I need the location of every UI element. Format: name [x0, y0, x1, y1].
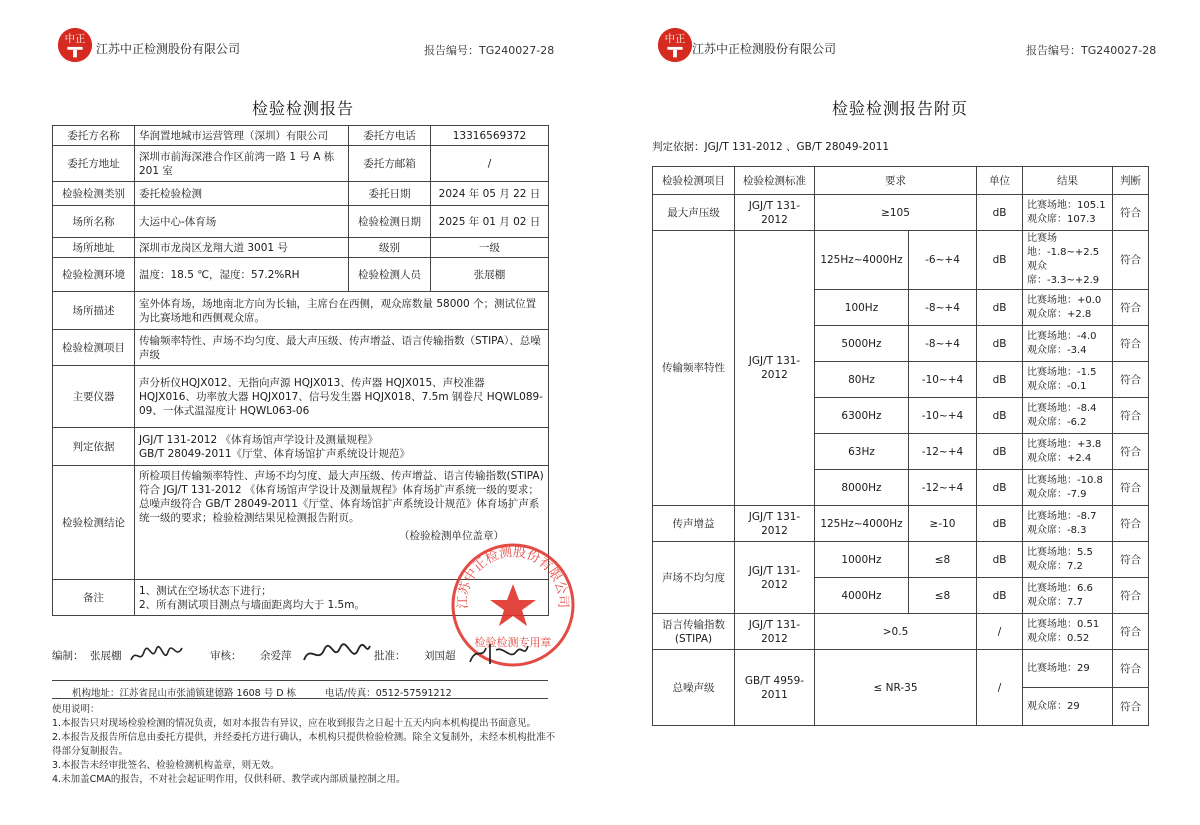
column-header: 判断 [1113, 167, 1149, 195]
table-row [53, 146, 549, 182]
standard-cell: JGJ/T 131-2012 [735, 231, 815, 506]
requirement-cell: -12~+4 [909, 434, 977, 470]
result-audience: 观众席：-3.3~+2.9 [1027, 261, 1100, 286]
result-audience: 观众席：-7.9 [1027, 488, 1087, 500]
table-row [53, 258, 549, 292]
table-header-row [653, 167, 1149, 195]
result-cell [1023, 614, 1113, 650]
cell-label: 检验检测人员 [349, 258, 431, 292]
band-cell: 63Hz [815, 434, 909, 470]
result-audience: 观众席：0.52 [1027, 632, 1090, 644]
result-cell [1023, 434, 1113, 470]
table-row [53, 366, 549, 428]
note-line: 1、测试在空场状态下进行； [139, 584, 272, 597]
unit-cell: dB [977, 398, 1023, 434]
table-row [53, 238, 549, 258]
unit-cell: / [977, 650, 1023, 726]
result-field: 比赛场地：-8.7 [1027, 510, 1097, 522]
editor-name: 张展棚 [90, 650, 122, 662]
cell-value: 声分析仪HQJX012、无指向声源 HQJX013、传声器 HQJX015、声校准器 HQJX016、功率放大器 HQJX017、信号发生器 HQJX018、7.5m 钢卷尺 HQWL089-09、一体式温湿度计 HQWL063-06 [135, 366, 549, 428]
table-row [653, 650, 1149, 688]
judge-cell: 符合 [1113, 614, 1149, 650]
page-title: 检验检测报告 [252, 99, 355, 118]
cell-label: 场所名称 [53, 206, 135, 238]
note-line: 2、所有测试项目测点与墙面距离均大于 1.5m。 [139, 598, 365, 611]
cell-label: 备注 [53, 580, 135, 616]
unit-cell: dB [977, 195, 1023, 231]
unit-cell: dB [977, 362, 1023, 398]
basis-line: GB/T 28049-2011《厅堂、体育场馆扩声系统设计规范》 [139, 447, 411, 460]
band-cell: 125Hz~4000Hz [815, 506, 909, 542]
judge-cell: 符合 [1113, 650, 1149, 688]
cell-label: 判定依据 [53, 428, 135, 466]
result-audience: 观众席：+2.8 [1027, 308, 1092, 320]
result-cell [1023, 398, 1113, 434]
reviewer-name: 余爱萍 [260, 650, 292, 662]
result-cell [1023, 470, 1113, 506]
table-row [53, 126, 549, 146]
result-field: 比赛场地：5.5 [1027, 546, 1093, 558]
unit-cell: dB [977, 290, 1023, 326]
standard-cell: JGJ/T 131-2012 [735, 542, 815, 614]
column-header: 结果 [1023, 167, 1113, 195]
judge-cell: 符合 [1113, 434, 1149, 470]
cell-value [135, 428, 549, 466]
cell-label: 级别 [349, 238, 431, 258]
result-field: 比赛场地：-4.0 [1027, 330, 1097, 342]
result-audience: 观众席：7.7 [1027, 596, 1083, 608]
result-field: 比赛场地：-1.8~+2.5 [1027, 233, 1100, 258]
result-cell [1023, 231, 1113, 290]
signature-row [52, 640, 552, 670]
usage-note: 得部分复制报告。 [52, 746, 129, 757]
judge-cell: 符合 [1113, 470, 1149, 506]
judgment-basis: 判定依据：JGJ/T 131-2012 、GB/T 28049-2011 [652, 141, 890, 153]
usage-note: 4.未加盖CMA的报告，不对社会起证明作用，仅供科研、教学或内部质量控制之用。 [52, 774, 406, 785]
unit-cell: / [977, 614, 1023, 650]
table-row [653, 614, 1149, 650]
seal-star-icon [490, 584, 536, 626]
item-cell: 语言传输指数(STIPA) [653, 614, 735, 650]
table-row [653, 506, 1149, 542]
judge-cell: 符合 [1113, 506, 1149, 542]
result-audience: 观众席：+2.4 [1027, 452, 1092, 464]
basis-line: JGJ/T 131-2012 《体育场馆声学设计及测量规程》 [139, 433, 379, 446]
editor-label: 编制： [52, 650, 84, 662]
result-cell [1023, 578, 1113, 614]
cell-value: 室外体育场，场地南北方向为长轴，主席台在西侧，观众席数量 58000 个；测试位置为比赛场地和西侧观众席。 [135, 292, 549, 330]
table-row [53, 428, 549, 466]
requirement-cell: ≤8 [909, 542, 977, 578]
requirement-cell: -12~+4 [909, 470, 977, 506]
result-field: 比赛场地：-8.4 [1027, 402, 1097, 414]
usage-note: 1.本报告只对现场检验检测的情况负责，如对本报告有异议，应在收到报告之日起十五天内向本机构提出书面意见。 [52, 718, 537, 729]
item-cell: 传输频率特性 [653, 231, 735, 506]
result-field: 比赛场地：+0.0 [1027, 294, 1102, 306]
approver-name: 刘国超 [424, 650, 456, 662]
result-cell [1023, 542, 1113, 578]
seal-note: （检验检测单位盖章） [399, 530, 504, 542]
requirement-cell: -8~+4 [909, 326, 977, 362]
usage-notes-title: 使用说明： [52, 704, 100, 715]
cell-value: 2025 年 01 月 02 日 [431, 206, 549, 238]
judge-cell: 符合 [1113, 326, 1149, 362]
cell-label: 场所描述 [53, 292, 135, 330]
cell-label: 委托日期 [349, 182, 431, 206]
item-cell: 声场不均匀度 [653, 542, 735, 614]
reviewer-signature [300, 640, 372, 668]
unit-cell: dB [977, 434, 1023, 470]
band-cell: 125Hz~4000Hz [815, 231, 909, 290]
unit-cell: dB [977, 506, 1023, 542]
freq-response-group [653, 231, 1149, 506]
band-cell: 6300Hz [815, 398, 909, 434]
column-header: 要求 [815, 167, 977, 195]
result-field: 比赛场地：29 [1023, 650, 1113, 688]
report-number: 报告编号：TG240027-28 [424, 44, 555, 57]
cell-label: 检验检测日期 [349, 206, 431, 238]
standard-cell: JGJ/T 131-2012 [735, 506, 815, 542]
page-title: 检验检测报告附页 [832, 99, 969, 118]
svg-text:江苏中正检测股份有限公司: 江苏中正检测股份有限公司 [455, 545, 571, 609]
cell-value: 华润置地城市运营管理（深圳）有限公司 [135, 126, 349, 146]
cell-value: 深圳市前海深港合作区前湾一路 1 号 A 栋 201 室 [135, 146, 349, 182]
cell-label: 委托方邮箱 [349, 146, 431, 182]
result-field: 比赛场地：0.51 [1027, 618, 1100, 630]
standard-cell: JGJ/T 131-2012 [735, 195, 815, 231]
cell-value: 传输频率特性、声场不均匀度、最大声压级、传声增益、语言传输指数（STIPA）、总噪声级 [135, 330, 549, 366]
company-logo-icon [56, 26, 94, 64]
item-cell: 传声增益 [653, 506, 735, 542]
result-audience: 观众席：-3.4 [1027, 344, 1087, 356]
approver-signature [466, 640, 530, 668]
result-field: 比赛场地：-1.5 [1027, 366, 1097, 378]
editor-signature [128, 642, 184, 668]
standard-cell: JGJ/T 131-2012 [735, 614, 815, 650]
table-row [53, 292, 549, 330]
footer-divider [52, 680, 548, 681]
result-audience: 观众席：-0.1 [1027, 380, 1087, 392]
band-cell: 5000Hz [815, 326, 909, 362]
requirement-cell: >0.5 [815, 614, 977, 650]
cell-label: 检验检测类别 [53, 182, 135, 206]
cell-label: 场所地址 [53, 238, 135, 258]
company-name: 江苏中正检测股份有限公司 [96, 42, 241, 56]
cell-value: 温度：18.5 ℃，湿度：57.2%RH [135, 258, 349, 292]
band-cell: 8000Hz [815, 470, 909, 506]
requirement-cell: ≤ NR-35 [815, 650, 977, 726]
report-number: 报告编号：TG240027-28 [1026, 44, 1157, 57]
usage-note: 3.本报告未经审批签名、检验检测机构盖章，则无效。 [52, 760, 280, 771]
conclusion-text: 所检项目传输频率特性、声场不均匀度、最大声压级、传声增益、语言传输指数(STIPA)符合 JGJ/T 131-2012 《体育场馆声学设计及测量规程》体育场扩声系统一级的要求；总噪声级符合 GB/T 28049-2011《厅堂、体育场馆扩声系统设计规范》体育场扩声系统一级的要求；检验检测结果见检测报告附页。 [139, 470, 544, 524]
result-cell [1023, 195, 1113, 231]
cell-value: 13316569372 [431, 126, 549, 146]
table-row [653, 542, 1149, 578]
cell-value: 大运中心-体育场 [135, 206, 349, 238]
svg-text:中正: 中正 [664, 33, 686, 46]
usage-note: 2.本报告及报告所信息由委托方提供，并经委托方进行确认，本机构只提供检验检测。除全文复制外，未经本机构批准不 [52, 732, 556, 743]
band-cell: 80Hz [815, 362, 909, 398]
cell-value: 2024 年 05 月 22 日 [431, 182, 549, 206]
svg-text:中正: 中正 [64, 33, 86, 46]
company-name: 江苏中正检测股份有限公司 [692, 42, 837, 56]
institution-phone: 电话/传真：0512-57591212 [325, 688, 452, 699]
appendix-results-table [652, 166, 1149, 726]
result-cell [1023, 506, 1113, 542]
cell-value: / [431, 146, 549, 182]
cell-value: 张展棚 [431, 258, 549, 292]
unit-cell: dB [977, 578, 1023, 614]
cell-label: 委托方名称 [53, 126, 135, 146]
table-row [653, 195, 1149, 231]
result-audience: 观众席：107.3 [1027, 213, 1096, 225]
cell-label: 检验检测结论 [53, 466, 135, 580]
requirement-cell: -6~+4 [909, 231, 977, 290]
table-row [653, 231, 1149, 290]
unit-cell: dB [977, 231, 1023, 290]
judge-cell: 符合 [1113, 231, 1149, 290]
standard-cell: GB/T 4959-2011 [735, 650, 815, 726]
reviewer-label: 审核： [210, 650, 242, 662]
requirement-cell: ≥105 [815, 195, 977, 231]
judge-cell: 符合 [1113, 290, 1149, 326]
cell-label: 检验检测项目 [53, 330, 135, 366]
table-row [53, 206, 549, 238]
result-audience: 观众席：-8.3 [1027, 524, 1087, 536]
cell-label: 主要仪器 [53, 366, 135, 428]
company-logo-icon [656, 26, 694, 64]
result-audience: 观众席：-6.2 [1027, 416, 1087, 428]
cell-value: 深圳市龙岗区龙翔大道 3001 号 [135, 238, 349, 258]
result-field: 比赛场地：6.6 [1027, 582, 1093, 594]
requirement-cell: -10~+4 [909, 362, 977, 398]
column-header: 检验检测标准 [735, 167, 815, 195]
judge-cell: 符合 [1113, 195, 1149, 231]
uniformity-group [653, 542, 1149, 614]
unit-cell: dB [977, 326, 1023, 362]
judge-cell: 符合 [1113, 542, 1149, 578]
cell-value: 一级 [431, 238, 549, 258]
result-field: 比赛场地：-10.8 [1027, 474, 1103, 486]
table-row [53, 330, 549, 366]
band-cell: 4000Hz [815, 578, 909, 614]
approver-label: 批准： [374, 650, 406, 662]
footer-divider [52, 698, 548, 699]
item-cell: 最大声压级 [653, 195, 735, 231]
result-cell [1023, 290, 1113, 326]
requirement-cell: ≤8 [909, 578, 977, 614]
result-field: 比赛场地：+3.8 [1027, 438, 1102, 450]
cell-label: 检验检测环境 [53, 258, 135, 292]
column-header: 检验检测项目 [653, 167, 735, 195]
requirement-cell: -8~+4 [909, 290, 977, 326]
judge-cell: 符合 [1113, 362, 1149, 398]
result-audience: 观众席：7.2 [1027, 560, 1083, 572]
band-cell: 1000Hz [815, 542, 909, 578]
institution-address: 机构地址：江苏省昆山市张浦镇建德路 1608 号 D 栋 [72, 688, 297, 699]
unit-cell: dB [977, 542, 1023, 578]
item-cell: 总噪声级 [653, 650, 735, 726]
requirement-cell: -10~+4 [909, 398, 977, 434]
judge-cell: 符合 [1113, 398, 1149, 434]
cell-label: 委托方电话 [349, 126, 431, 146]
table-row [53, 182, 549, 206]
svg-text:检验检测专用章: 检验检测专用章 [474, 636, 552, 649]
requirement-cell: ≥-10 [909, 506, 977, 542]
result-audience: 观众席：29 [1023, 688, 1113, 726]
unit-cell: dB [977, 470, 1023, 506]
band-cell: 100Hz [815, 290, 909, 326]
result-cell [1023, 326, 1113, 362]
judge-cell: 符合 [1113, 688, 1149, 726]
column-header: 单位 [977, 167, 1023, 195]
cell-value: 委托检验检测 [135, 182, 349, 206]
judge-cell: 符合 [1113, 578, 1149, 614]
cell-label: 委托方地址 [53, 146, 135, 182]
result-field: 比赛场地：105.1 [1027, 199, 1106, 211]
result-cell [1023, 362, 1113, 398]
